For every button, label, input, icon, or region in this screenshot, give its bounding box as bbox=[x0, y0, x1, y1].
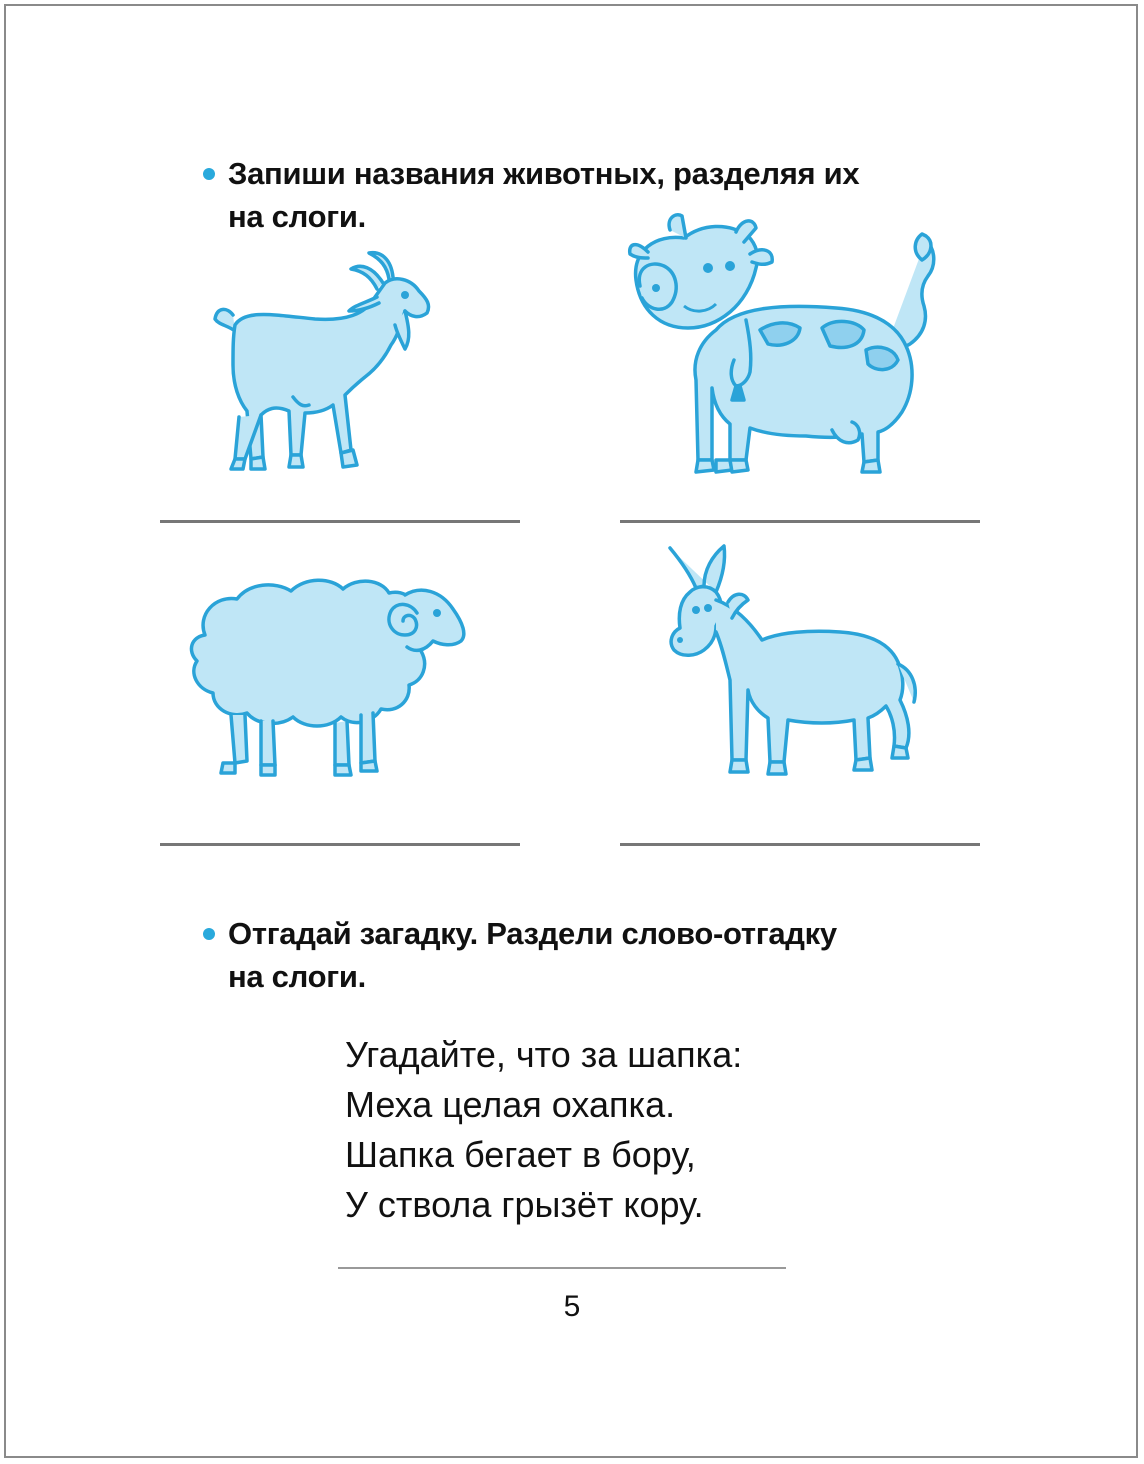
task-1-line-1: Запиши названия животных, разделяя их bbox=[228, 156, 860, 191]
cow-answer-line[interactable] bbox=[620, 520, 980, 523]
cow-icon bbox=[626, 210, 946, 480]
riddle-text bbox=[345, 1030, 742, 1230]
riddle-line: Меха целая охапка. bbox=[345, 1084, 676, 1125]
task-2-bullet bbox=[203, 928, 215, 940]
goat-icon bbox=[205, 245, 445, 475]
goat-answer-line[interactable] bbox=[160, 520, 520, 523]
task-2-instruction bbox=[228, 912, 837, 998]
page-number: 5 bbox=[563, 1290, 581, 1323]
riddle-answer-line[interactable] bbox=[338, 1267, 786, 1269]
task-2-line-1: Отгадай загадку. Раздели слово-отгадку bbox=[228, 916, 837, 951]
sheep-answer-line[interactable] bbox=[160, 843, 520, 846]
riddle-line: Шапка бегает в бору, bbox=[345, 1134, 696, 1175]
task-1-line-2: на слоги. bbox=[228, 199, 366, 234]
riddle-line: Угадайте, что за шапка: bbox=[345, 1034, 743, 1075]
task-2-line-2: на слоги. bbox=[228, 959, 366, 994]
donkey-answer-line[interactable] bbox=[620, 843, 980, 846]
donkey-icon bbox=[650, 540, 925, 790]
riddle-line: У ствола грызёт кору. bbox=[345, 1184, 704, 1225]
sheep-icon bbox=[175, 555, 470, 785]
task-1-bullet bbox=[203, 168, 215, 180]
